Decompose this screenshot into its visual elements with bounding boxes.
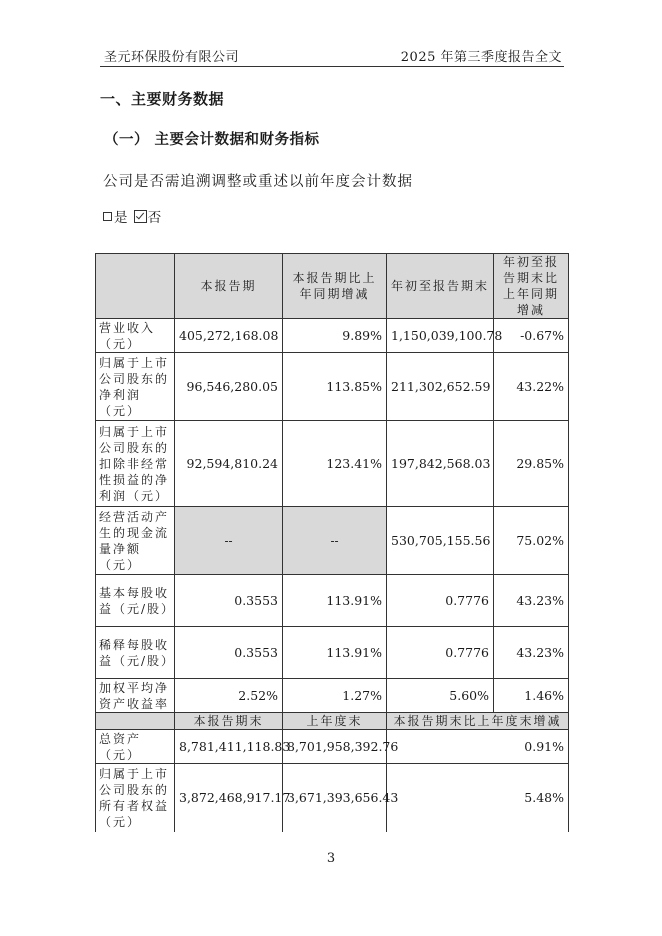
cell-value: 530,705,155.56: [387, 507, 494, 575]
header-company: 圣元环保股份有限公司: [104, 50, 240, 65]
cell-value: 96,546,280.05: [175, 353, 283, 421]
cell-value: 211,302,652.59: [387, 353, 494, 421]
section-title: 一、主要财务数据: [100, 90, 225, 108]
cell-value: 2.52%: [175, 679, 283, 713]
cell-value: 0.3553: [175, 627, 283, 679]
header-cell: 年初至报告期末: [387, 254, 494, 319]
cell-value: 29.85%: [494, 421, 569, 507]
cell-value: 92,594,810.24: [175, 421, 283, 507]
cell-value: 8,701,958,392.76: [283, 730, 387, 764]
table-header-row: [96, 254, 569, 319]
table-row: [96, 319, 569, 353]
choice-no-label: 否: [147, 210, 162, 226]
unchecked-box-icon: [103, 212, 112, 221]
table-row: [96, 507, 569, 575]
header-cell: 年初至报告期末比上年同期增减: [494, 254, 569, 319]
cell-value: 43.23%: [494, 575, 569, 627]
cell-value: 0.3553: [175, 575, 283, 627]
cell-value: -0.67%: [494, 319, 569, 353]
header-cell: 本报告期: [175, 254, 283, 319]
subheader-cell: 本报告期末比上年度末增减: [387, 713, 569, 730]
cell-value: 0.7776: [387, 627, 494, 679]
cell-value-na: --: [283, 507, 387, 575]
cell-value: 3,872,468,917.17: [175, 764, 283, 832]
row-label: 总资产（元）: [96, 730, 175, 764]
cell-value: 5.48%: [387, 764, 569, 832]
cell-value: 75.02%: [494, 507, 569, 575]
table-row: [96, 421, 569, 507]
cell-value: 113.91%: [283, 627, 387, 679]
row-label: 归属于上市公司股东的扣除非经常性损益的净利润（元）: [96, 421, 175, 507]
cell-value: 113.85%: [283, 353, 387, 421]
table-subheader-row: [96, 713, 569, 730]
checked-box-icon: [134, 210, 147, 223]
page-number: 3: [326, 851, 336, 866]
cell-value: 9.89%: [283, 319, 387, 353]
cell-value: 405,272,168.08: [175, 319, 283, 353]
cell-value: 113.91%: [283, 575, 387, 627]
table-row: [96, 730, 569, 764]
financial-data-table: [95, 253, 569, 832]
subheader-cell: 本报告期末: [175, 713, 283, 730]
subheader-cell-empty: [96, 713, 175, 730]
cell-value-na: --: [175, 507, 283, 575]
row-label: 营业收入（元）: [96, 319, 175, 353]
cell-value: 43.23%: [494, 627, 569, 679]
cell-value: 5.60%: [387, 679, 494, 713]
cell-value: 197,842,568.03: [387, 421, 494, 507]
table-row: [96, 627, 569, 679]
row-label: 归属于上市公司股东的所有者权益（元）: [96, 764, 175, 832]
table-row: [96, 764, 569, 832]
cell-value: 1.27%: [283, 679, 387, 713]
cell-value: 3,671,393,656.43: [283, 764, 387, 832]
subsection-title: （一） 主要会计数据和财务指标: [104, 131, 320, 148]
table-row: [96, 575, 569, 627]
row-label: 归属于上市公司股东的净利润（元）: [96, 353, 175, 421]
restatement-choice: [103, 206, 161, 226]
row-label: 加权平均净资产收益率: [96, 679, 175, 713]
row-label: 稀释每股收益（元/股）: [96, 627, 175, 679]
cell-value: 1.46%: [494, 679, 569, 713]
table-row: [96, 353, 569, 421]
subheader-cell: 上年度末: [283, 713, 387, 730]
cell-value: 0.7776: [387, 575, 494, 627]
cell-value: 0.91%: [387, 730, 569, 764]
cell-value: 8,781,411,118.83: [175, 730, 283, 764]
cell-value: 43.22%: [494, 353, 569, 421]
row-label: 基本每股收益（元/股）: [96, 575, 175, 627]
header-cell: 本报告期比上年同期增减: [283, 254, 387, 319]
header-rule: [100, 66, 564, 67]
header-cell-empty: [96, 254, 175, 319]
cell-value: 123.41%: [283, 421, 387, 507]
choice-yes-label: 是: [114, 210, 128, 226]
header-report-title: 2025 年第三季度报告全文: [400, 50, 562, 65]
row-label: 经营活动产生的现金流量净额（元）: [96, 507, 175, 575]
table-row: [96, 679, 569, 713]
restatement-question: 公司是否需追溯调整或重述以前年度会计数据: [103, 174, 413, 190]
cell-value: 1,150,039,100.78: [387, 319, 494, 353]
